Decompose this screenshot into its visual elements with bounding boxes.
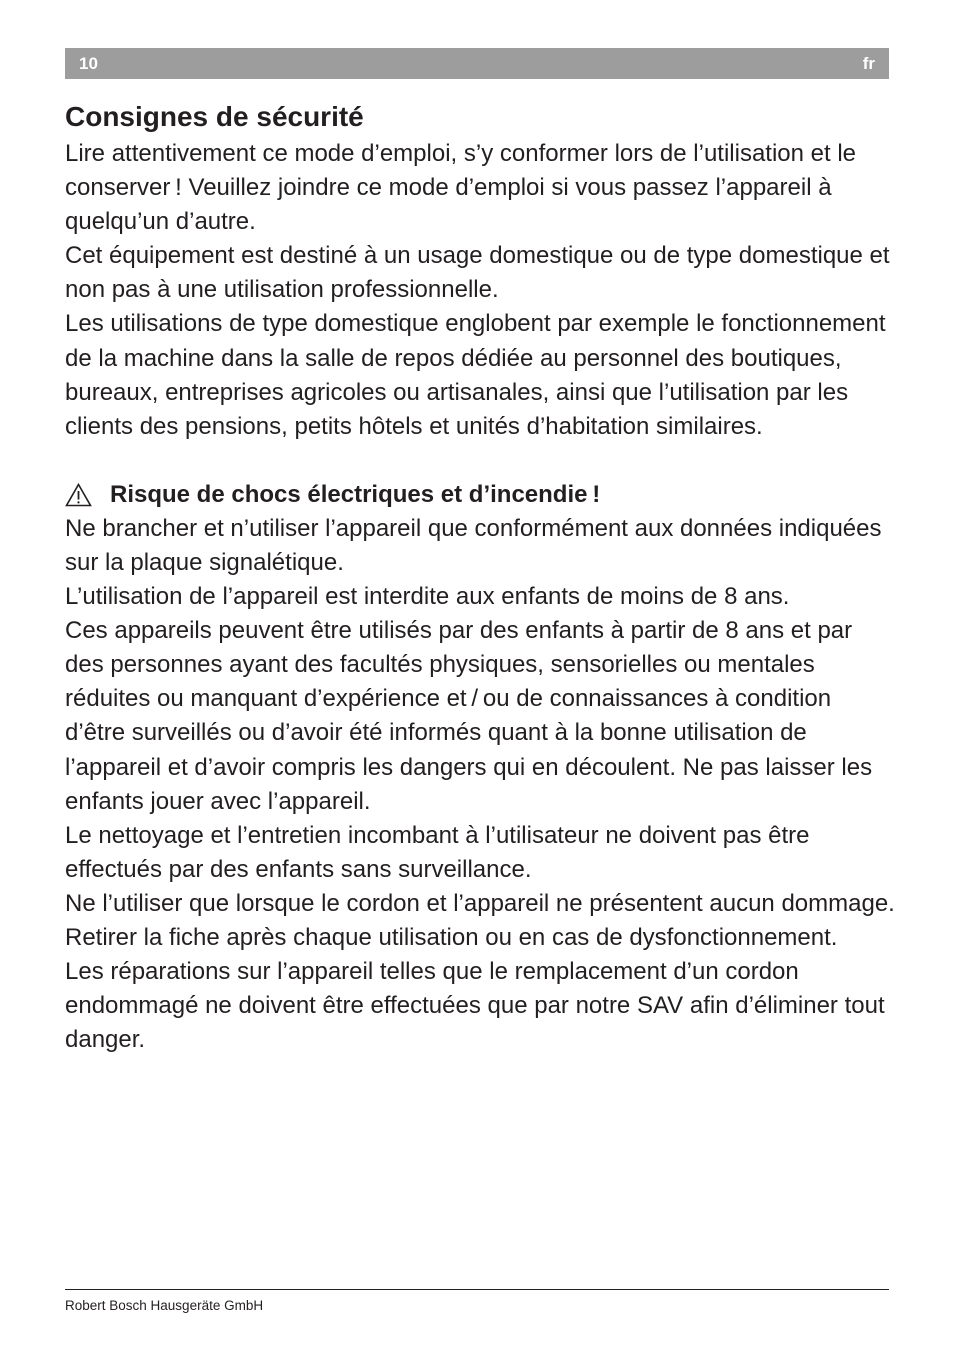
warning-paragraph: Les réparations sur l’appareil telles que le remplacement d’un cordon endommagé ne doivent être effectuées que par notre SAV afin d’éliminer tout danger. bbox=[65, 958, 885, 1054]
warning-heading bbox=[65, 478, 895, 512]
language-code: fr bbox=[862, 53, 875, 73]
page-number: 10 bbox=[79, 53, 98, 73]
footer-divider bbox=[65, 1289, 889, 1290]
warning-paragraph: L’utilisation de l’appareil est interdite aux enfants de moins de 8 ans. bbox=[65, 583, 790, 611]
page-content bbox=[65, 97, 895, 1057]
warning-paragraph: Retirer la fiche après chaque utilisation ou en cas de dysfonctionnement. bbox=[65, 923, 838, 951]
intro-paragraph: Les utilisations de type domestique englobent par exemple le fonctionnement de la machine dans la salle de repos dédiée au personnel des boutiques, bureaux, entreprises agricoles ou artisanales, ainsi que l’utilisation par les clients des pensions, petits hôtels et unités d’habitation similaires. bbox=[65, 310, 886, 440]
footer-company: Robert Bosch Hausgeräte GmbH bbox=[65, 1298, 264, 1313]
section-title: Consignes de sécurité bbox=[65, 101, 364, 132]
warning-triangle-icon bbox=[65, 483, 92, 507]
warning-paragraph: Le nettoyage et l’entretien incombant à l’utilisateur ne doivent pas être effectués par des enfants sans surveillance. bbox=[65, 821, 810, 883]
page-header-bar bbox=[65, 48, 889, 79]
intro-paragraph: Lire attentivement ce mode d’emploi, s’y conformer lors de l’utilisation et le conserver ! Veuillez joindre ce mode d’emploi si vous passez l’appareil à quelqu’un d’autre. bbox=[65, 140, 857, 236]
intro-paragraph: Cet équipement est destiné à un usage domestique ou de type domestique et non pas à une utilisation professionnelle. bbox=[65, 242, 890, 304]
warning-paragraph: Ne l’utiliser que lorsque le cordon et l’appareil ne présentent aucun dommage. bbox=[65, 889, 895, 917]
warning-paragraph: Ne brancher et n’utiliser l’appareil que conformément aux données indiquées sur la plaque signalétique. bbox=[65, 514, 882, 576]
section-spacer bbox=[65, 444, 895, 478]
warning-paragraph: Ces appareils peuvent être utilisés par des enfants à partir de 8 ans et par des personnes ayant des facultés physiques, sensorielles ou mentales réduites ou manquant d’expérience et / ou de connaissances à condition d’être surveillés ou d’avoir été informés quant à la bonne utilisation de l’appareil et d’avoir compris les dangers qui en découlent. Ne pas laisser les enfants jouer avec l’appareil. bbox=[65, 617, 873, 815]
warning-heading-text: Risque de chocs électriques et d’incendie ! bbox=[110, 480, 601, 508]
